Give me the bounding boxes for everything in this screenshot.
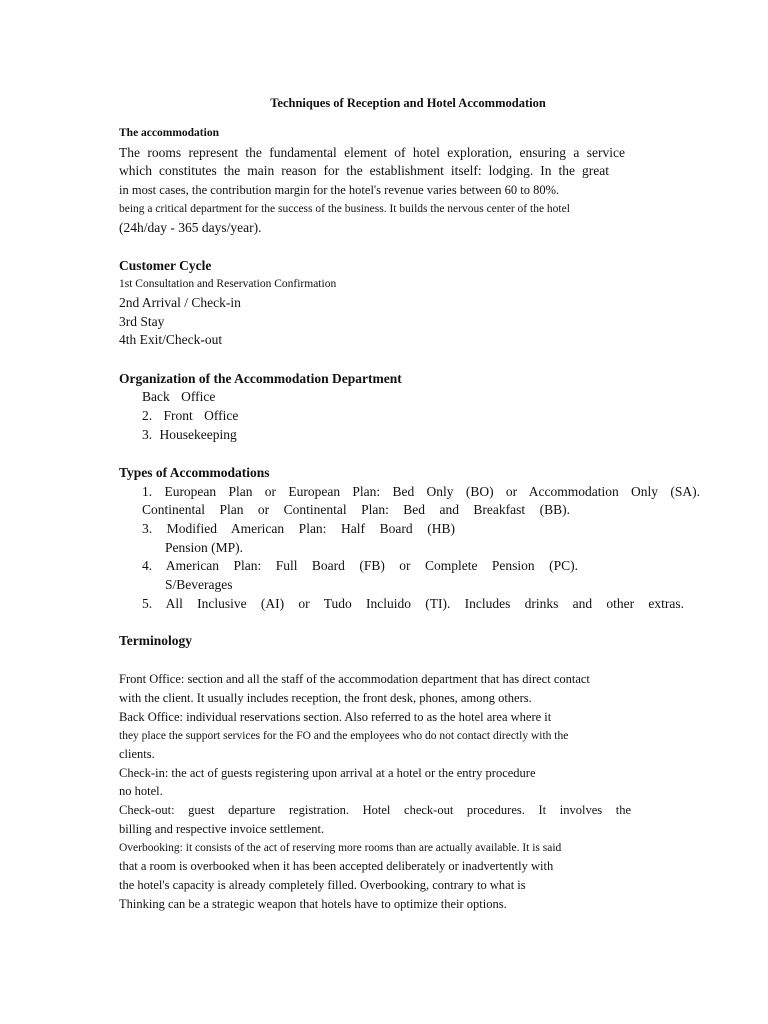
terminology-line-9: billing and respective invoice settlement. (119, 822, 325, 836)
terminology-line-12: the hotel's capacity is already completely filled. Overbooking, contrary to what is (119, 878, 526, 892)
terminology-line-7: no hotel. (119, 784, 163, 798)
document-title: Techniques of Reception and Hotel Accommodation (270, 96, 546, 110)
terminology-line-1: Front Office: section and all the staff of the accommodation department that has direct contact (119, 672, 590, 686)
types-line-1: 1. European Plan or European Plan: Bed Only (BO) or Accommodation Only (SA). (142, 484, 700, 499)
types-line-5: 4. American Plan: Full Board (FB) or Complete Pension (PC). (142, 558, 578, 573)
accommodation-line-3: in most cases, the contribution margin for the hotel's revenue varies between 60 to 80%. (119, 183, 560, 197)
organization-item-3: 3. Housekeeping (142, 427, 237, 442)
customer-cycle-item-3: 3rd Stay (119, 314, 165, 329)
terminology-line-13: Thinking can be a strategic weapon that hotels have to optimize their options. (119, 897, 507, 911)
terminology-line-5: clients. (119, 747, 155, 761)
types-line-2: Continental Plan or Continental Plan: Bed and Breakfast (BB). (142, 502, 570, 517)
customer-cycle-heading: Customer Cycle (119, 258, 212, 273)
customer-cycle-item-4: 4th Exit/Check-out (119, 332, 223, 347)
customer-cycle-item-1: 1st Consultation and Reservation Confirmation (119, 278, 337, 290)
terminology-line-2: with the client. It usually includes reception, the front desk, phones, among others. (119, 691, 532, 705)
organization-item-1: Back Office (142, 389, 216, 404)
terminology-line-3: Back Office: individual reservations section. Also referred to as the hotel area where it (119, 710, 552, 724)
accommodation-line-5: (24h/day - 365 days/year). (119, 220, 262, 235)
organization-item-2: 2. Front Office (142, 408, 239, 423)
terminology-line-6: Check-in: the act of guests registering upon arrival at a hotel or the entry procedure (119, 766, 536, 780)
types-line-6: S/Beverages (165, 577, 233, 592)
terminology-line-4: they place the support services for the FO and the employees who do not contact directly with the (119, 730, 569, 742)
types-line-4: Pension (MP). (165, 540, 244, 555)
terminology-line-8: Check-out: guest departure registration. Hotel check-out procedures. It involves the (119, 803, 631, 817)
types-line-3: 3. Modified American Plan: Half Board (HB) (142, 521, 455, 536)
types-line-7: 5. All Inclusive (AI) or Tudo Incluido (TI). Includes drinks and other extras. (142, 596, 684, 611)
organization-heading: Organization of the Accommodation Department (119, 371, 402, 386)
terminology-line-10: Overbooking: it consists of the act of reserving more rooms than are actually available. It is said (119, 842, 562, 854)
accommodation-line-4: being a critical department for the success of the business. It builds the nervous center of the hotel (119, 203, 570, 215)
accommodation-line-1: The rooms represent the fundamental element of hotel exploration, ensuring a service (119, 145, 625, 160)
terminology-heading: Terminology (119, 633, 193, 648)
accommodation-heading: The accommodation (119, 127, 219, 139)
types-heading: Types of Accommodations (119, 465, 270, 480)
terminology-line-11: that a room is overbooked when it has been accepted deliberately or inadvertently with (119, 859, 554, 873)
accommodation-line-2: which constitutes the main reason for the establishment itself: lodging. In the great (119, 163, 609, 178)
customer-cycle-item-2: 2nd Arrival / Check-in (119, 295, 241, 310)
